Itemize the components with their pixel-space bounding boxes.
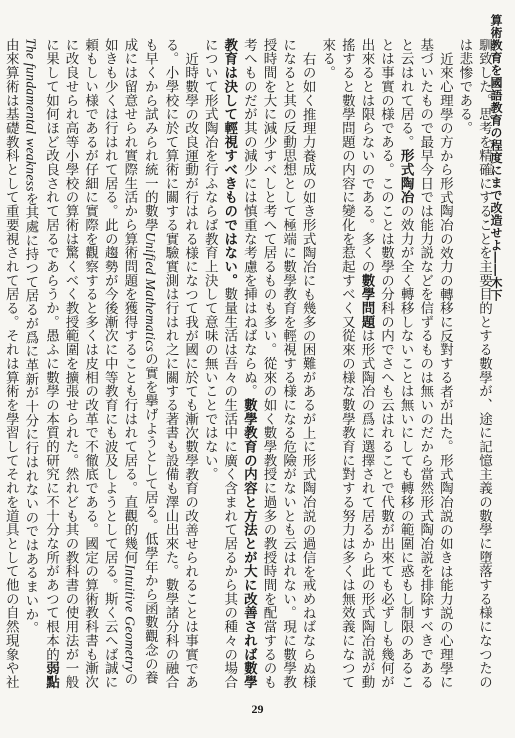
latin-term: Unified Mathematics — [142, 231, 158, 353]
paragraph — [317, 38, 454, 690]
latin-term: The fundamental weakness — [23, 38, 39, 192]
latin-term: Intuitive Geometry — [122, 564, 138, 673]
paragraph — [454, 38, 493, 690]
emphasized-text: 數學問題 — [358, 273, 375, 329]
text-segment: の效力が全く轉移しないことは無いにしても轉移の範圍に惑もし制限のあることは事實の様である。このことは數學の分科の内でさへも云はれることで代數が出來ても必ずしも幾何が出來るとは限らないのである。多くの — [358, 38, 414, 689]
body-text — [2, 38, 493, 690]
emphasized-text: 弱點 — [42, 661, 59, 689]
paragraph — [20, 38, 199, 690]
text-segment: は形式陶冶の爲に選擇されて居るから此の形式陶冶説が動搖すると數學問題の内容に變化を惹起すべく又從來の様な數學教育に對する努力は多くは無效義になつて來る。 — [319, 38, 375, 689]
text-segment: を其處に持つて居るが爲に革新が十分に行はれないのではあるまいか。 — [22, 191, 39, 636]
emphasized-text: 數學教育の内容と方法とが大に改善されば數學教育は決して輕視すべきものではない。 — [221, 38, 257, 689]
running-head: 算術教育を國語教育の程度にまで改造せよ――木下 — [489, 14, 503, 302]
page-number: 29 — [251, 702, 264, 716]
text-segment: 馴致した。思考を精確にすることを主要目的とする數學が、途に記憶主義の數學に墮落する様になつたのは悲惨である。 — [456, 38, 492, 689]
text-segment: 近時數學の改良運動が行はれる様になつて我が國に於ても漸次數學教育の改善せられることは事實である。小學校に於て算術に關する實驗實測は行はれ之に關する著書も設備も澤山出來た。數學諸分科の融合も早くから試みられ統一的數學 — [141, 38, 199, 689]
text-segment: 近來心理學の方から形式陶冶の效力の轉移に反對する者が出た。形式陶冶説の如きは能力説の心理學に基づいたもので最早今日では能力説などを信ずるものは無いのだから當然形式陶冶説を排除すべきであると云はれて居る。 — [397, 38, 453, 689]
text-segment: 由來算術は基礎教科として重要視されて居る。それは算術を學習してそれを道具として他の自然現象や社 — [2, 38, 19, 689]
text-segment: の如きも少くは行はれて居る。此の趨勢が今後漸次に中等教育にも波及しようとして居る。斯く云へば誠に頼もしい様であるが仔細に實際を觀察すると多くは皮相の改革で不徹底である。國定の算術教科書も漸次に改良せられ高等小學校の算術は驚くべく教授範圍を擴張せられた。然れども其の教科書の使用法が一般に果して如何ほど改良されて居るであらうか。愚ふに數學の本質的研究に不十分な所があつて根本的 — [42, 38, 138, 689]
text-segment: 右の如く推理力養成の如き形式陶冶にも幾多の困難があるが上に形式陶冶説の過信を戒めねばならぬ様になると其の反動思想として極端に數學教育を輕視する様になる危險がないとも云はれない。現に數學教授時間を大に減少すべしと考へて居るものも多い。從來の如く數學教授に過多の教授時間を配當するのも考へものだが其の減少には慎重な考慮を挿はねばならぬ。 — [240, 38, 316, 689]
text-segment: 數量生活は吾々の生活中に廣く含まれて居るから其の種々の場合について形式陶冶を行ふならば教育上決して意味の無いことではない。 — [201, 38, 238, 689]
text-segment: の實を擧げようとして居る。低學年から函數觀念の養成には留意せられ實際生活から算術問題を獲得することも行はれて居る。直觀的幾何 — [121, 38, 158, 685]
paragraph — [199, 38, 317, 690]
paragraph — [0, 38, 20, 690]
emphasized-text: 形式陶冶 — [397, 148, 414, 205]
